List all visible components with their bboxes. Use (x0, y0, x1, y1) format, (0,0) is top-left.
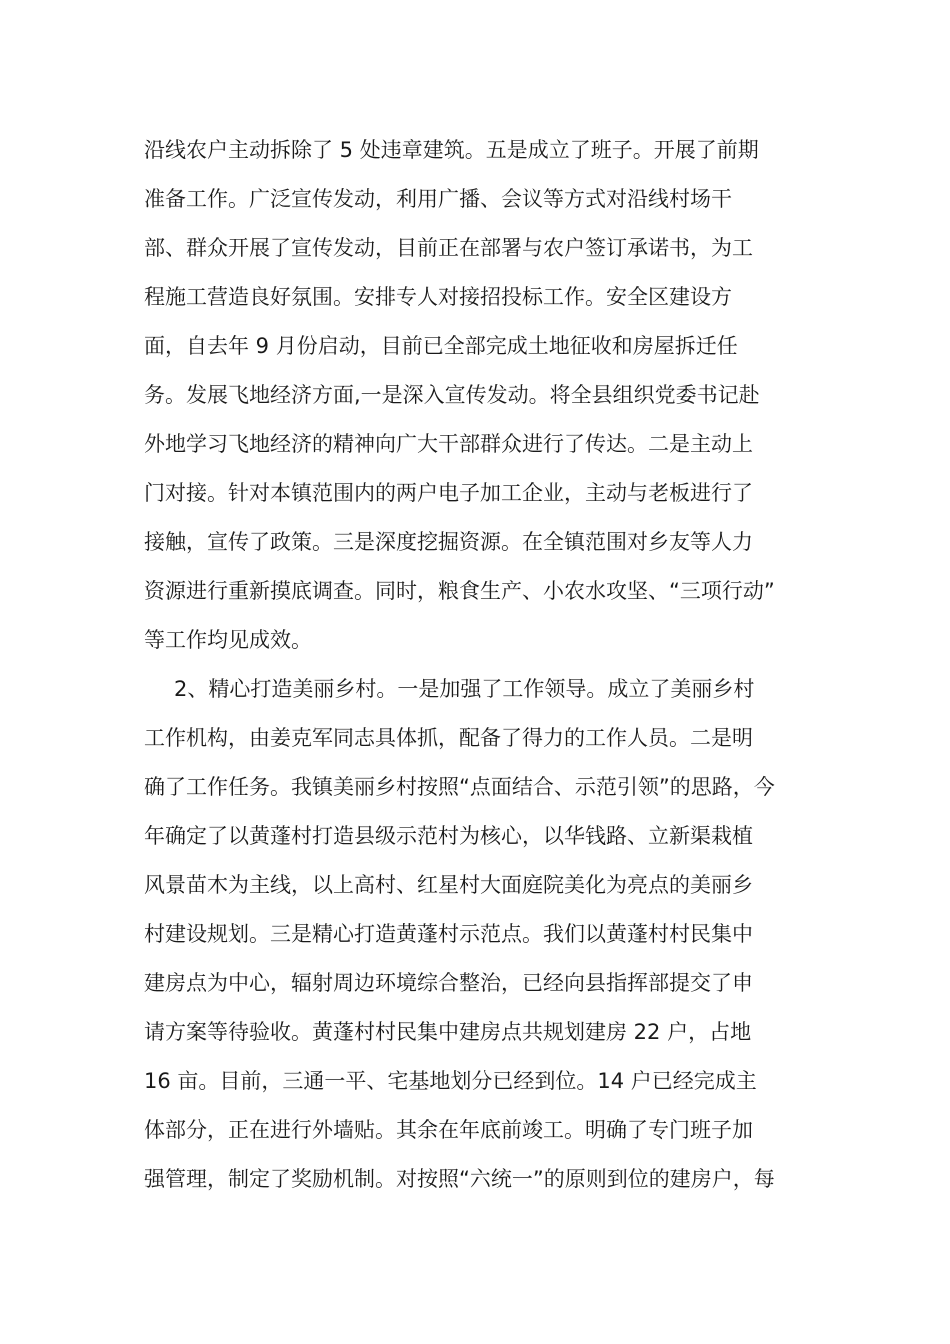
text-line: 程施工营造良好氛围。安排专人对接招投标工作。安全区建设方 (144, 285, 732, 309)
text-line: 部、群众开展了宣传发动，目前正在部署与农户签订承诺书，为工 (144, 236, 753, 260)
text-line: 资源进行重新摸底调查。同时，粮食生产、小农水攻坚、“三项行动” (144, 579, 775, 603)
document-body (144, 126, 814, 1204)
text-line: 16 亩。目前，三通一平、宅基地划分已经到位。14 户已经完成主 (144, 1069, 757, 1093)
text-line: 建房点为中心，辐射周边环境综合整治，已经向县指挥部提交了申 (144, 971, 753, 995)
text-line: 外地学习飞地经济的精神向广大干部群众进行了传达。二是主动上 (144, 432, 753, 456)
paragraph-1 (144, 126, 814, 665)
text-line: 工作机构，由姜克军同志具体抓，配备了得力的工作人员。二是明 (144, 726, 753, 750)
text-line: 2、精心打造美丽乡村。一是加强了工作领导。成立了美丽乡村 (174, 677, 755, 701)
text-line: 准备工作。广泛宣传发动，利用广播、会议等方式对沿线村场干 (144, 187, 732, 211)
text-line: 年确定了以黄蓬村打造县级示范村为核心，以华钱路、立新渠栽植 (144, 824, 753, 848)
text-line: 村建设规划。三是精心打造黄蓬村示范点。我们以黄蓬村村民集中 (144, 922, 753, 946)
text-line: 等工作均见成效。 (144, 628, 312, 652)
text-line: 请方案等待验收。黄蓬村村民集中建房点共规划建房 22 户，占地 (144, 1020, 752, 1044)
text-line: 务。发展飞地经济方面,一是深入宣传发动。将全县组织党委书记赴 (144, 383, 760, 407)
text-line: 强管理，制定了奖励机制。对按照“六统一”的原则到位的建房户，每 (144, 1167, 775, 1191)
paragraph-2 (144, 665, 814, 1204)
text-line: 门对接。针对本镇范围内的两户电子加工企业，主动与老板进行了 (144, 481, 753, 505)
text-line: 接触，宣传了政策。三是深度挖掘资源。在全镇范围对乡友等人力 (144, 530, 753, 554)
text-line: 体部分，正在进行外墙贴。其余在年底前竣工。明确了专门班子加 (144, 1118, 753, 1142)
text-line: 风景苗木为主线，以上高村、红星村大面庭院美化为亮点的美丽乡 (144, 873, 753, 897)
text-line: 面，自去年 9 月份启动，目前已全部完成土地征收和房屋拆迁任 (144, 334, 738, 358)
text-line: 确了工作任务。我镇美丽乡村按照“点面结合、示范引领”的思路，今 (144, 775, 775, 799)
text-line: 沿线农户主动拆除了 5 处违章建筑。五是成立了班子。开展了前期 (144, 138, 759, 162)
